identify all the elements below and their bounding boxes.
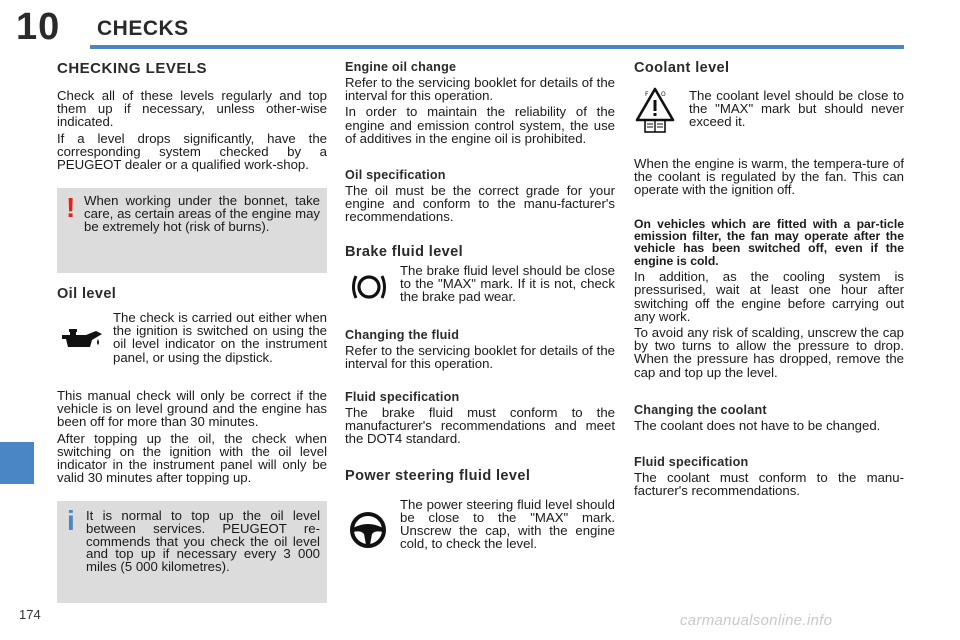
header-rule [90,45,904,49]
intro-paragraph-1: Check all of these levels regularly and top them up if necessary, unless other-wise indicated. [57,88,327,130]
changing-coolant-paragraph: The coolant does not have to be changed. [634,417,881,433]
section-heading-checking-levels: CHECKING LEVELS [57,60,208,77]
coolant-fan-note: On vehicles which are fitted with a par-ticle emission filter, the fan may operate after the vehicle has been switched off, even if the engine is cold. [634,216,904,268]
coolant-paragraph-1: When the engine is warm, the tempera-ture of the coolant is regulated by the fan. This can operate with the ignition off. [634,156,904,198]
info-i-icon: i [67,505,75,536]
column-left [57,58,327,174]
brake-fluid-heading: Brake fluid level [345,243,464,260]
coolant-paragraph-3: To avoid any risk of scalding, unscrew the cap by two turns to allow the pressure to drop. When the pressure has dropped, remove the cap and top up the level. [634,325,904,380]
column-right [634,60,904,500]
coolant-spec-heading: Fluid specification [634,455,749,470]
oil-level-section [57,286,327,487]
warning-text: When working under the bonnet, take care, as certain areas of the engine may be extremely hot (risk of burns). [84,193,320,234]
brake-fluid-spec-paragraph: The brake fluid must conform to the manufacturer's recommendations and meet the DOT4 standard. [345,405,615,447]
chapter-number: 10 [16,6,61,48]
engine-oil-change-heading: Engine oil change [345,60,457,74]
oil-paragraph-2: This manual check will only be correct if the vehicle is on level ground and the engine has been off for more than 30 minutes. [57,388,327,430]
svg-text:F: F [645,91,649,98]
changing-coolant-heading: Changing the coolant [634,402,767,417]
info-box [57,501,327,603]
changing-fluid-paragraph: Refer to the servicing booklet for details of the interval for this operation. [345,342,615,371]
coolant-paragraph-2: In addition, as the cooling system is pressurised, wait at least one hour after switching off the engine before carrying out any work. [634,269,904,324]
coolant-level-text: The coolant level should be close to the "MAX" mark but should never exceed it. [689,88,904,130]
oil-change-paragraph-2: In order to maintain the reliability of the engine and emission control system, the use of additives in the engine oil is prohibited. [345,104,615,146]
oil-change-paragraph-1: Refer to the servicing booklet for details of the interval for this operation. [345,75,615,104]
steering-wheel-icon [348,510,388,555]
coolant-spec-paragraph: The coolant must conform to the manu-facturer's recommendations. [634,470,904,499]
warning-box [57,188,327,273]
changing-fluid-heading: Changing the fluid [345,327,460,342]
watermark: carmanualsonline.info [680,612,833,629]
oil-level-heading: Oil level [57,286,117,302]
oil-specification-heading: Oil specification [345,168,446,183]
oil-can-icon [58,325,104,358]
power-steering-text: The power steering fluid level should be close to the "MAX" mark. Unscrew the cap, with the engine cold, to check the level. [400,496,615,552]
info-text: It is normal to top up the oil level between services. PEUGEOT re-commends that you check the oil level and top up if necessary every 3 000 miles (5 000 kilometres). [86,508,320,575]
chapter-side-tab [0,442,34,484]
column-middle [345,60,615,558]
warning-exclamation-icon: ! [66,192,76,223]
brake-warning-icon [350,272,388,307]
coolant-level-heading: Coolant level [634,60,730,76]
coolant-warning-icon [634,86,676,139]
oil-paragraph-3: After topping up the oil, the check when switching on the ignition with the oil level indicator in the instrument panel will only be valid 30 minutes after topping up. [57,430,327,486]
power-steering-heading: Power steering fluid level [345,467,531,484]
svg-text:O: O [661,91,666,98]
intro-paragraph-2: If a level drops significantly, have the corresponding system checked by a PEUGEOT dealer or a qualified work-shop. [57,130,327,173]
oil-check-text: The check is carried out either when the ignition is switched on using the oil level indicator on the instrument panel, or using the dipstick. [113,310,327,365]
chapter-title: CHECKS [97,17,189,40]
brake-fluid-text: The brake fluid level should be close to the "MAX" mark. If it is not, check the brake pad wear. [400,262,615,305]
brake-fluid-spec-heading: Fluid specification [345,390,460,405]
page-number: 174 [19,607,41,622]
oil-specification-paragraph: The oil must be the correct grade for your engine and conform to the manu-facturer's recommendations. [345,183,615,225]
